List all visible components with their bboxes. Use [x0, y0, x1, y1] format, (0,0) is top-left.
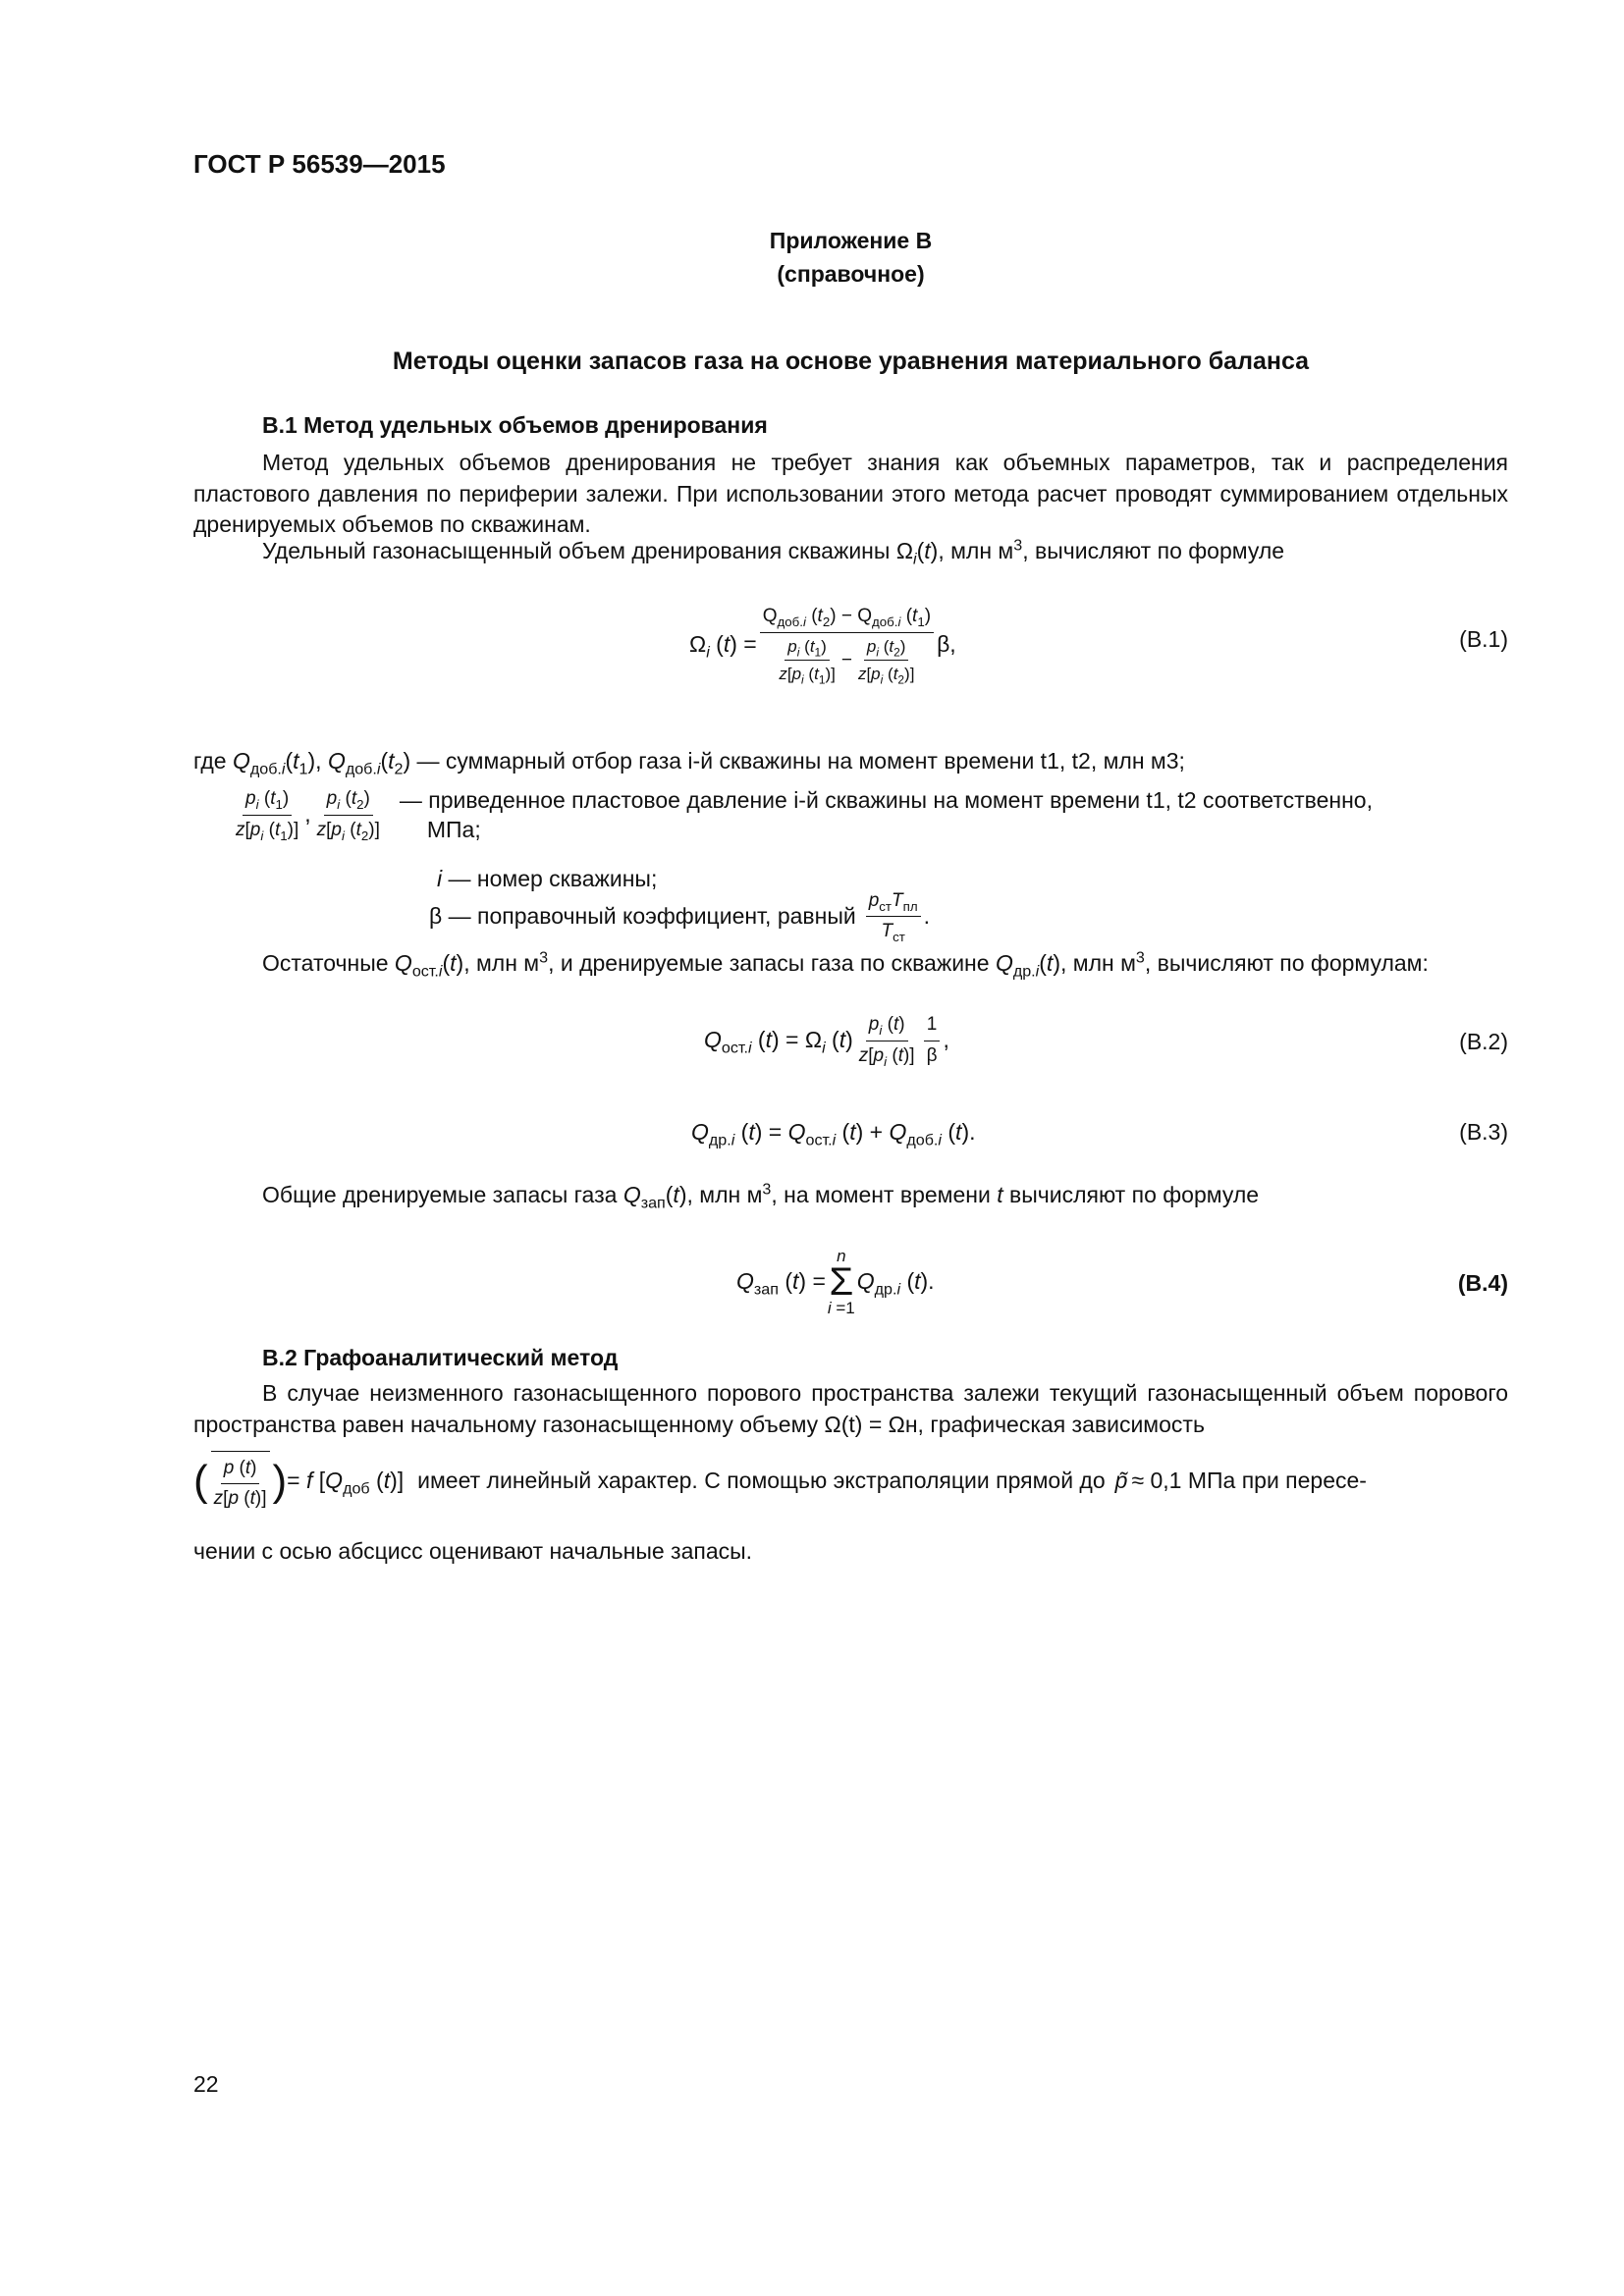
document-header: ГОСТ Р 56539—2015: [193, 149, 446, 179]
equation-b4: $Q_{зап}$ (t) = n Σ i =1 $Q_{др.i}$ (t). (В.4): [736, 1247, 1508, 1317]
equation-b4-number: (В.4): [1457, 1270, 1508, 1296]
definition-i: i — номер скважины;: [437, 866, 658, 891]
equation-b3-number: (В.3): [1459, 1119, 1508, 1145]
equation-b2: $Q_{ост.i}$ $(t) = \Omega_i$ (t) $\frac{p_i (t)}{z[p_i (t)]}$ $\frac{1}{\beta}$ , (В.2): [704, 1014, 1508, 1069]
section1-paragraph3: Остаточные $Q_{ост.i}(t)$, млн $м^3$, и дренируемые запасы газа по скважине $Q_{др.i}(t)$, млн $м^3$, вычисляют по формулам:: [262, 948, 1429, 981]
section1-paragraph2: Удельный газонасыщенный объем дренирования скважины $\Omega_i(t)$, млн $м^3$, вычисляют по формуле: [262, 536, 1285, 568]
equation-b1-number: (В.1): [1459, 626, 1508, 652]
definition-beta: β — поправочный коэффициент, равный $\frac{p_{ст}T_{пл}}{T_{ст}}$ .: [429, 890, 930, 945]
section2-heading: В.2 Графоаналитический метод: [262, 1345, 619, 1370]
appendix-type: (справочное): [777, 261, 925, 287]
section2-paragraph1: В случае неизменного газонасыщенного порового пространства залежи текущий газонасыщенный объем порового пространства равен начальному газонасыщенному объему Ω(t) = Ωн, графическая зависимость: [193, 1380, 1508, 1437]
section1-heading: В.1 Метод удельных объемов дренирования: [262, 412, 768, 438]
section2-dependency-line: ( $\frac{p (t)}{z[p (t)]}$ ) = f [$Q_{доб}$ (t)] имеет линейный характер. С помощью экстраполяции прямой до p̃ ≈ 0,1 МПа при пересе-: [193, 1451, 1508, 1512]
section1-paragraph4: Общие дренируемые запасы газа $Q_{зап}(t)$, млн $м^3$, на момент времени t вычисляют по формуле: [262, 1180, 1260, 1212]
main-title: Методы оценки запасов газа на основе уравнения материального баланса: [392, 347, 1310, 375]
page-number: 22: [193, 2071, 219, 2097]
equation-b1: $\Omega_i$ (t) = $Q_{доб.i}$ $(t_2) - Q_{доб.i}$ $(t_1)$ $\frac{p_i (t_1)}{z[p_i (t_1)]}$ − $\frac{p_i (t_2)}{z[p_i (t_2)]}$ β, (В.1): [689, 606, 1508, 687]
definition-reduced-pressure: $\frac{p_i (t_1)}{z[p_i (t_1)]}$ , $\frac{p_i (t_2)}{z[p_i (t_2)]}$ — приведенное пластовое давление i-й скважины на момент времени t1, t2 соответственно, МПа;: [236, 787, 1373, 843]
appendix-heading: [193, 224, 1508, 291]
section2-paragraph1-end: чении с осью абсцисс оценивают начальные запасы.: [193, 1538, 753, 1564]
equation-b3: $Q_{др.i}$ $(t) = Q_{ост.i}$ $(t) + Q_{доб.i}$ (t). (В.3): [691, 1119, 1508, 1149]
definition-q-dob: где $Q_{доб.i}(t_1)$, $Q_{доб.i}(t_2)$ — суммарный отбор газа i-й скважины на момент времени t1, t2, млн м3;: [193, 748, 1185, 778]
appendix-title: Приложение В: [769, 228, 933, 253]
equation-b2-number: (В.2): [1459, 1029, 1508, 1054]
section1-paragraph1: Метод удельных объемов дренирования не требует знания как объемных параметров, так и распределения пластового давления по периферии залежи. При использовании этого метода расчет проводят суммированием отдельных дренируемых объемов по скважинам.: [193, 450, 1508, 538]
